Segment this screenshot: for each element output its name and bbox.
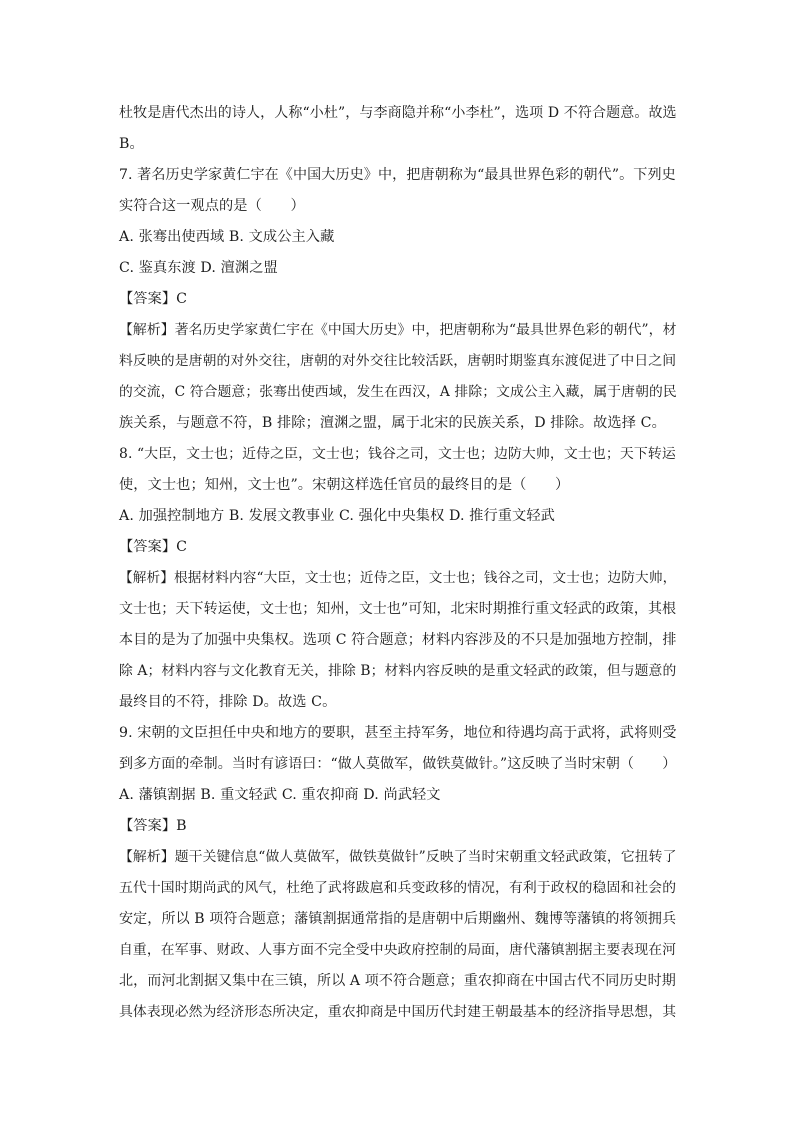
question-7-stem: 7. 著名历史学家黄仁宇在《中国大历史》中，把唐朝称为“最具世界色彩的朝代”。下列史 [119,167,676,183]
analysis-text: 料反映的是唐朝的对外交往，唐朝的对外交往比较活跃，唐朝时期鉴真东渡促进了中日之间 [119,353,677,369]
analysis-text: 本目的是为了加强中央集权。选项 C 符合题意；材料内容涉及的不只是加强地方控制，排 [119,632,677,648]
analysis-text: 【解析】著名历史学家黄仁宇在《中国大历史》中，把唐朝称为“最具世界色彩的朝代”，材 [119,322,677,338]
analysis-text: 最终目的不符，排除 D。故选 C。 [119,694,337,710]
question-9-stem: 到多方面的牵制。当时有谚语曰：“做人莫做军，做铁莫做针。”这反映了当时宋朝（ ） [119,756,677,772]
question-9-stem: 9. 宋朝的文臣担任中央和地方的要职，甚至主持军务，地位和待遇均高于武将，武将则受 [119,725,677,741]
analysis-text: 除 A；材料内容与文化教育无关，排除 B；材料内容反映的是重文轻武的政策，但与题意的 [119,663,677,679]
analysis-text: 【解析】题干关键信息“做人莫做军，做铁莫做针”反映了当时宋朝重文轻武政策，它扭转了 [119,849,677,865]
answer-label: 【答案】C [119,291,188,307]
analysis-text: 五代十国时期尚武的风气，杜绝了武将跋扈和兵变政移的情况，有利于政权的稳固和社会的 [119,880,677,896]
question-7-stem: 实符合这一观点的是（ ） [119,198,305,214]
question-8-options: A. 加强控制地方 B. 发展文教事业 C. 强化中央集权 D. 推行重文轻武 [119,508,555,524]
question-7-options: A. 张骞出使西域 B. 文成公主入藏 [119,229,335,245]
analysis-text: 族关系，与题意不符，B 排除；澶渊之盟，属于北宋的民族关系，D 排除。故选择 C。 [119,415,666,431]
question-8-stem: 使，文士也；知州，文士也”。宋朝这样选任官员的最终目的是（ ） [119,477,570,493]
analysis-text: 的交流，C 符合题意；张骞出使西域，发生在西汉，A 排除；文成公主入藏，属于唐朝的民 [119,384,677,400]
analysis-text: 安定，所以 B 项符合题意；藩镇割据通常指的是唐朝中后期幽州、魏博等藩镇的将领拥兵 [119,911,677,927]
text-line: B。 [119,136,144,152]
answer-label: 【答案】B [119,818,187,834]
answer-label: 【答案】C [119,539,188,555]
document-body [119,98,679,1028]
text-line: 杜牧是唐代杰出的诗人，人称“小杜”，与李商隐并称“小李杜”，选项 D 不符合题意。故选 [119,105,677,121]
analysis-text: 具体表现必然为经济形态所决定，重农抑商是中国历代封建王朝最基本的经济指导思想，其 [119,1004,677,1020]
question-7-options: C. 鉴真东渡 D. 澶渊之盟 [119,260,278,276]
analysis-text: 文士也；天下转运使，文士也；知州，文士也”可知，北宋时期推行重文轻武的政策，其根 [119,601,677,617]
analysis-text: 北，而河北割据又集中在三镇，所以 A 项不符合题意；重农抑商在中国古代不同历史时期 [119,973,676,989]
question-9-options: A. 藩镇割据 B. 重文轻武 C. 重农抑商 D. 尚武轻文 [119,787,441,803]
analysis-text: 自重，在军事、财政、人事方面不完全受中央政府控制的局面，唐代藩镇割据主要表现在河 [119,942,677,958]
analysis-text: 【解析】根据材料内容“大臣，文士也；近侍之臣，文士也；钱谷之司，文士也；边防大帅， [119,570,677,586]
question-8-stem: 8. “大臣，文士也；近侍之臣，文士也；钱谷之司，文士也；边防大帅，文士也；天下转运 [119,446,676,462]
